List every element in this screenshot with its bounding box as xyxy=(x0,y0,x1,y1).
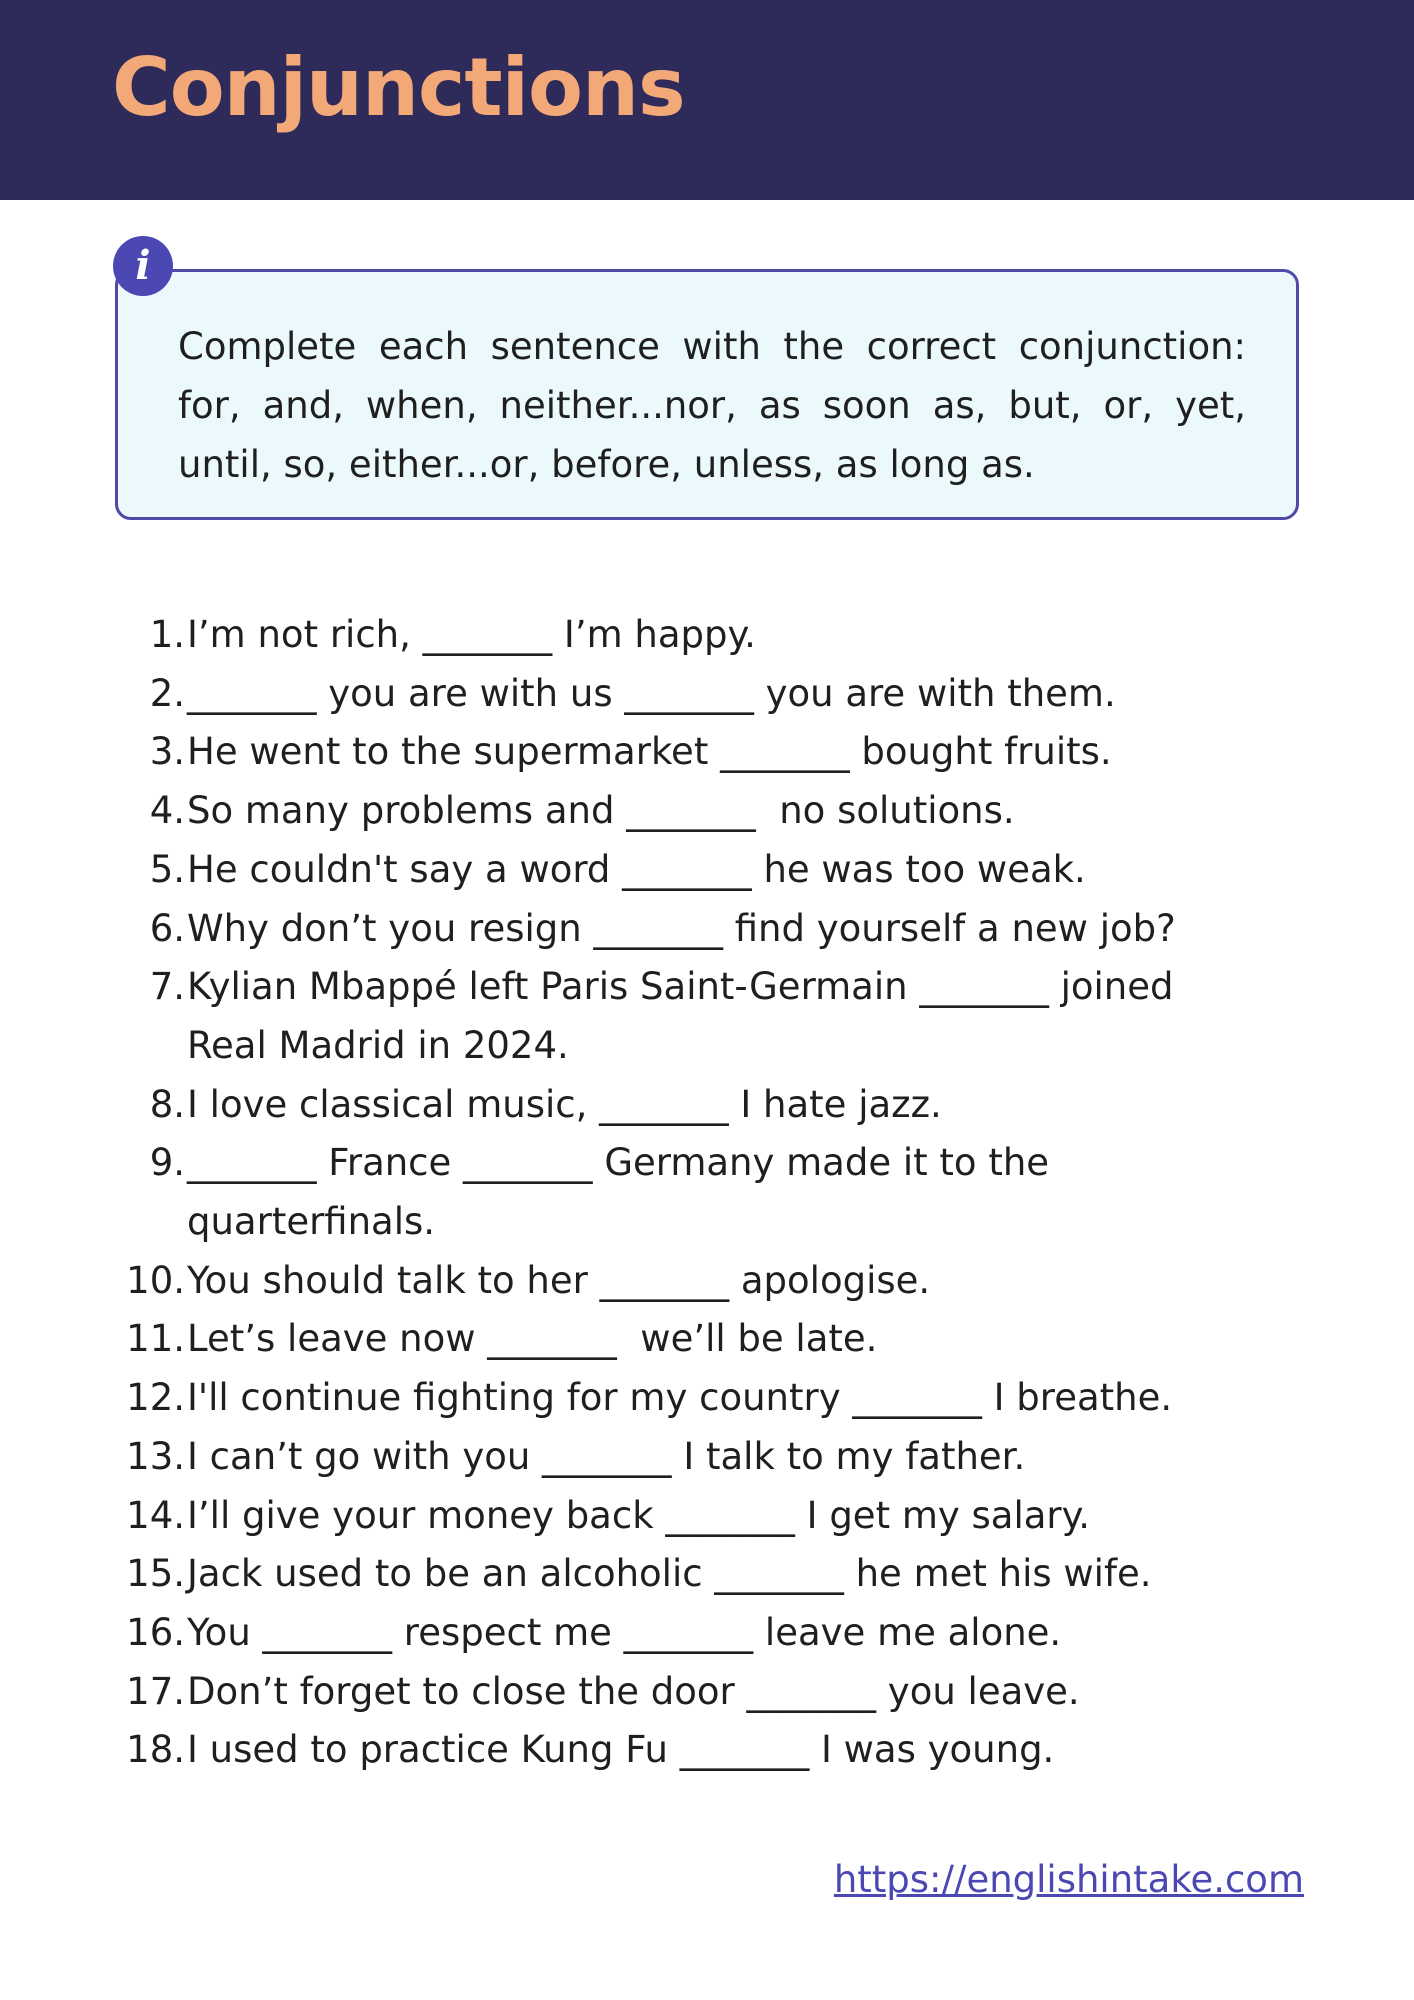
exercise-number: 17. xyxy=(126,1669,185,1713)
exercise-item xyxy=(120,1721,1300,1780)
info-icon: i xyxy=(113,236,173,296)
exercise-sentence: _______ you are with us _______ you are with them. xyxy=(187,671,1116,715)
exercise-item xyxy=(120,900,1300,959)
exercise-item xyxy=(120,1076,1300,1135)
exercise-sentence: Kylian Mbappé left Paris Saint-Germain _______ joined Real Madrid in 2024. xyxy=(187,965,1174,1067)
exercise-item xyxy=(120,665,1300,724)
exercise-item xyxy=(120,1487,1300,1546)
exercise-item xyxy=(120,723,1300,782)
exercise-sentence: Why don’t you resign _______ find yourself a new job? xyxy=(187,906,1176,950)
exercise-sentence: Let’s leave now _______ we’ll be late. xyxy=(187,1317,878,1361)
header-banner xyxy=(0,0,1414,200)
exercise-number: 11. xyxy=(126,1317,185,1361)
instruction-box xyxy=(115,269,1299,520)
exercise-number: 6. xyxy=(149,906,185,950)
page-title: Conjunctions xyxy=(112,41,685,134)
exercise-number: 15. xyxy=(126,1552,185,1596)
exercise-sentence: Don’t forget to close the door _______ you leave. xyxy=(187,1669,1080,1713)
exercise-number: 13. xyxy=(126,1434,185,1478)
exercise-number: 3. xyxy=(149,730,185,774)
exercise-number: 18. xyxy=(126,1728,185,1772)
exercise-sentence: You _______ respect me _______ leave me alone. xyxy=(187,1610,1062,1654)
exercise-item xyxy=(120,1545,1300,1604)
exercise-item xyxy=(120,1369,1300,1428)
exercise-number: 12. xyxy=(126,1376,185,1420)
exercise-item xyxy=(120,1310,1300,1369)
exercise-sentence: I’m not rich, _______ I’m happy. xyxy=(187,613,756,656)
exercise-sentence: I'll continue fighting for my country _______ I breathe. xyxy=(187,1376,1173,1420)
exercise-sentence: So many problems and _______ no solutions. xyxy=(187,789,1015,833)
exercise-item xyxy=(120,958,1300,1075)
exercise-sentence: He couldn't say a word _______ he was too weak. xyxy=(187,847,1086,891)
exercise-sentence: He went to the supermarket _______ bought fruits. xyxy=(187,730,1112,774)
exercise-sentence: I’ll give your money back _______ I get my salary. xyxy=(187,1493,1091,1537)
exercise-sentence: Jack used to be an alcoholic _______ he met his wife. xyxy=(187,1552,1152,1596)
exercise-sentence: _______ France _______ Germany made it to the quarterfinals. xyxy=(187,1141,1050,1244)
exercise-item xyxy=(120,841,1300,900)
exercise-item xyxy=(120,1428,1300,1487)
exercise-number: 9. xyxy=(149,1141,185,1185)
instruction-text: Complete each sentence with the correct conjunction: for, and, when, neither...nor, as soon as, but, or, yet, until, so, either...or, before, unless, as long as. xyxy=(178,325,1246,486)
website-link[interactable]: https://englishintake.com xyxy=(833,1858,1304,1901)
exercise-number: 4. xyxy=(149,789,185,833)
exercise-sentence: You should talk to her _______ apologise. xyxy=(187,1258,931,1302)
exercise-item xyxy=(120,1604,1300,1663)
exercise-item xyxy=(120,1134,1300,1251)
exercise-number: 16. xyxy=(126,1610,185,1654)
exercise-item xyxy=(120,606,1300,665)
exercise-number: 10. xyxy=(126,1258,185,1302)
exercise-number: 1. xyxy=(149,613,185,656)
exercise-sentence: I can’t go with you _______ I talk to my father. xyxy=(187,1434,1026,1478)
exercise-item xyxy=(120,1252,1300,1311)
exercise-item xyxy=(120,1663,1300,1722)
exercise-number: 5. xyxy=(149,847,185,891)
exercise-sentence: I love classical music, _______ I hate jazz. xyxy=(187,1082,942,1126)
exercise-number: 8. xyxy=(149,1082,185,1126)
exercise-sentence: I used to practice Kung Fu _______ I was young. xyxy=(187,1728,1055,1772)
exercise-number: 14. xyxy=(126,1493,185,1537)
exercise-list xyxy=(120,606,1300,1780)
exercise-number: 7. xyxy=(149,965,185,1009)
exercise-number: 2. xyxy=(149,671,185,715)
exercise-item xyxy=(120,782,1300,841)
